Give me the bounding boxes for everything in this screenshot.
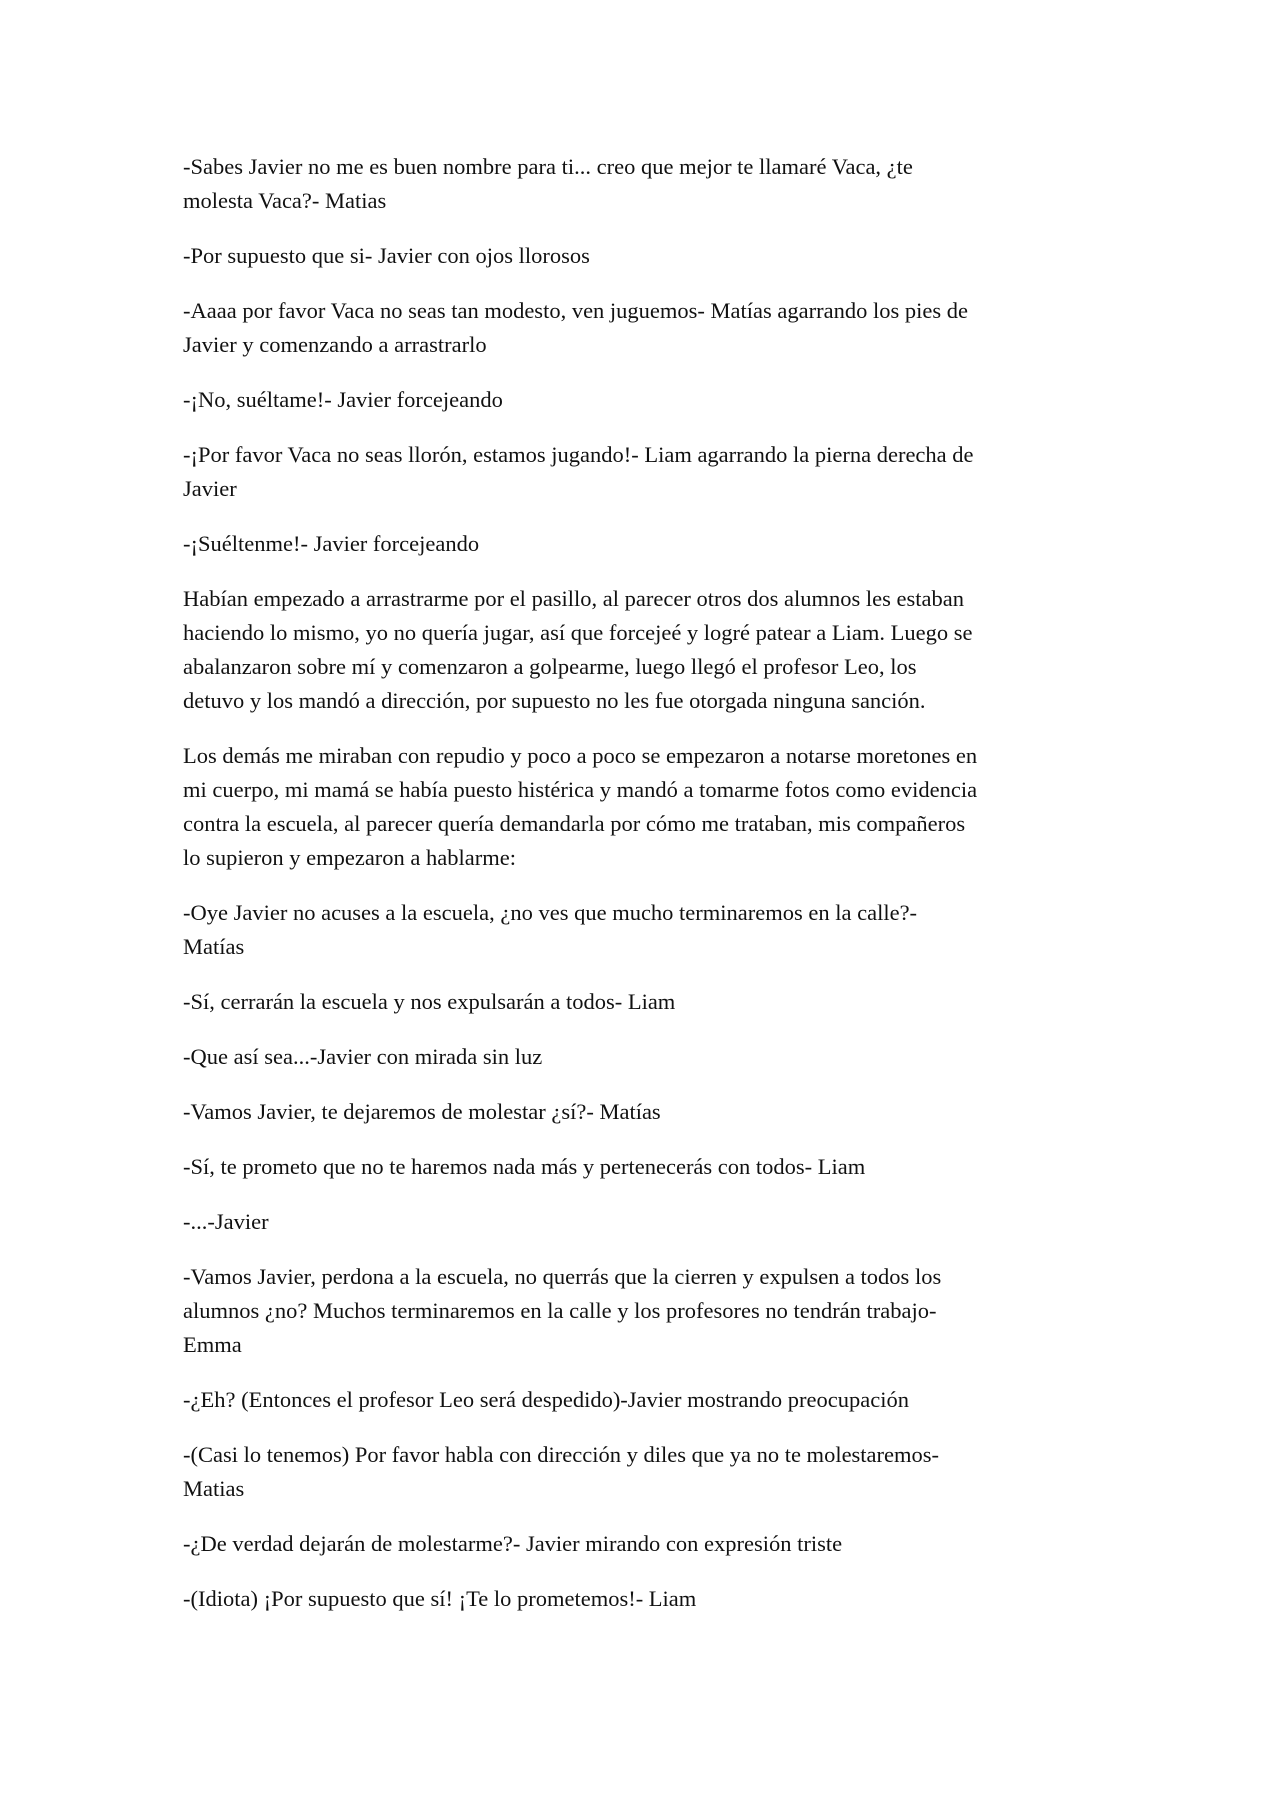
text-line: Matias (183, 1476, 245, 1501)
dialogue-paragraph (183, 985, 1103, 1019)
dialogue-paragraph (183, 383, 1103, 417)
text-line: -Sí, te prometo que no te haremos nada más y pertenecerás con todos- Liam (183, 1154, 866, 1179)
narration-paragraph (183, 582, 1103, 718)
dialogue-paragraph (183, 896, 1103, 964)
dialogue-paragraph (183, 150, 1103, 218)
text-line: haciendo lo mismo, yo no quería jugar, así que forcejeé y logré patear a Liam. Luego se (183, 620, 973, 645)
text-line: contra la escuela, al parecer quería demandarla por cómo me trataban, mis compañeros (183, 811, 966, 836)
text-line: Habían empezado a arrastrarme por el pasillo, al parecer otros dos alumnos les estaban (183, 586, 964, 611)
text-line: molesta Vaca?- Matias (183, 188, 387, 213)
text-line: -¡Suéltenme!- Javier forcejeando (183, 531, 480, 556)
dialogue-paragraph (183, 1095, 1103, 1129)
dialogue-paragraph (183, 1438, 1103, 1506)
text-line: -¡Por favor Vaca no seas llorón, estamos jugando!- Liam agarrando la pierna derecha de (183, 442, 974, 467)
text-line: -(Idiota) ¡Por supuesto que sí! ¡Te lo prometemos!- Liam (183, 1586, 697, 1611)
text-line: mi cuerpo, mi mamá se había puesto histérica y mandó a tomarme fotos como evidencia (183, 777, 978, 802)
text-line: -Oye Javier no acuses a la escuela, ¿no ves que mucho terminaremos en la calle?- (183, 900, 918, 925)
dialogue-paragraph (183, 1150, 1103, 1184)
dialogue-paragraph (183, 1260, 1103, 1362)
document-page (183, 150, 1103, 1637)
dialogue-paragraph (183, 1205, 1103, 1239)
text-line: -(Casi lo tenemos) Por favor habla con dirección y diles que ya no te molestaremos- (183, 1442, 940, 1467)
text-line: Matías (183, 934, 245, 959)
text-line: -¡No, suéltame!- Javier forcejeando (183, 387, 503, 412)
text-line: lo supieron y empezaron a hablarme: (183, 845, 516, 870)
text-line: -...-Javier (183, 1209, 269, 1234)
text-line: -Sabes Javier no me es buen nombre para ti... creo que mejor te llamaré Vaca, ¿te (183, 154, 913, 179)
text-line: -Vamos Javier, te dejaremos de molestar ¿sí?- Matías (183, 1099, 661, 1124)
text-line: detuvo y los mandó a dirección, por supuesto no les fue otorgada ninguna sanción. (183, 688, 926, 713)
text-line: -Sí, cerrarán la escuela y nos expulsarán a todos- Liam (183, 989, 676, 1014)
dialogue-paragraph (183, 294, 1103, 362)
text-line: Emma (183, 1332, 242, 1357)
dialogue-paragraph (183, 1582, 1103, 1616)
dialogue-paragraph (183, 527, 1103, 561)
text-line: -¿Eh? (Entonces el profesor Leo será despedido)-Javier mostrando preocupación (183, 1387, 909, 1412)
dialogue-paragraph (183, 438, 1103, 506)
text-line: Javier y comenzando a arrastrarlo (183, 332, 487, 357)
narration-paragraph (183, 739, 1103, 875)
text-line: Javier (183, 476, 237, 501)
text-line: abalanzaron sobre mí y comenzaron a golpearme, luego llegó el profesor Leo, los (183, 654, 917, 679)
dialogue-paragraph (183, 239, 1103, 273)
text-line: -Vamos Javier, perdona a la escuela, no querrás que la cierren y expulsen a todos los (183, 1264, 942, 1289)
text-line: -Aaaa por favor Vaca no seas tan modesto, ven juguemos- Matías agarrando los pies de (183, 298, 968, 323)
text-line: Los demás me miraban con repudio y poco a poco se empezaron a notarse moretones en (183, 743, 978, 768)
text-line: -Por supuesto que si- Javier con ojos llorosos (183, 243, 590, 268)
dialogue-paragraph (183, 1040, 1103, 1074)
text-line: alumnos ¿no? Muchos terminaremos en la calle y los profesores no tendrán trabajo- (183, 1298, 937, 1323)
dialogue-paragraph (183, 1527, 1103, 1561)
text-line: -¿De verdad dejarán de molestarme?- Javier mirando con expresión triste (183, 1531, 843, 1556)
dialogue-paragraph (183, 1383, 1103, 1417)
text-line: -Que así sea...-Javier con mirada sin luz (183, 1044, 543, 1069)
